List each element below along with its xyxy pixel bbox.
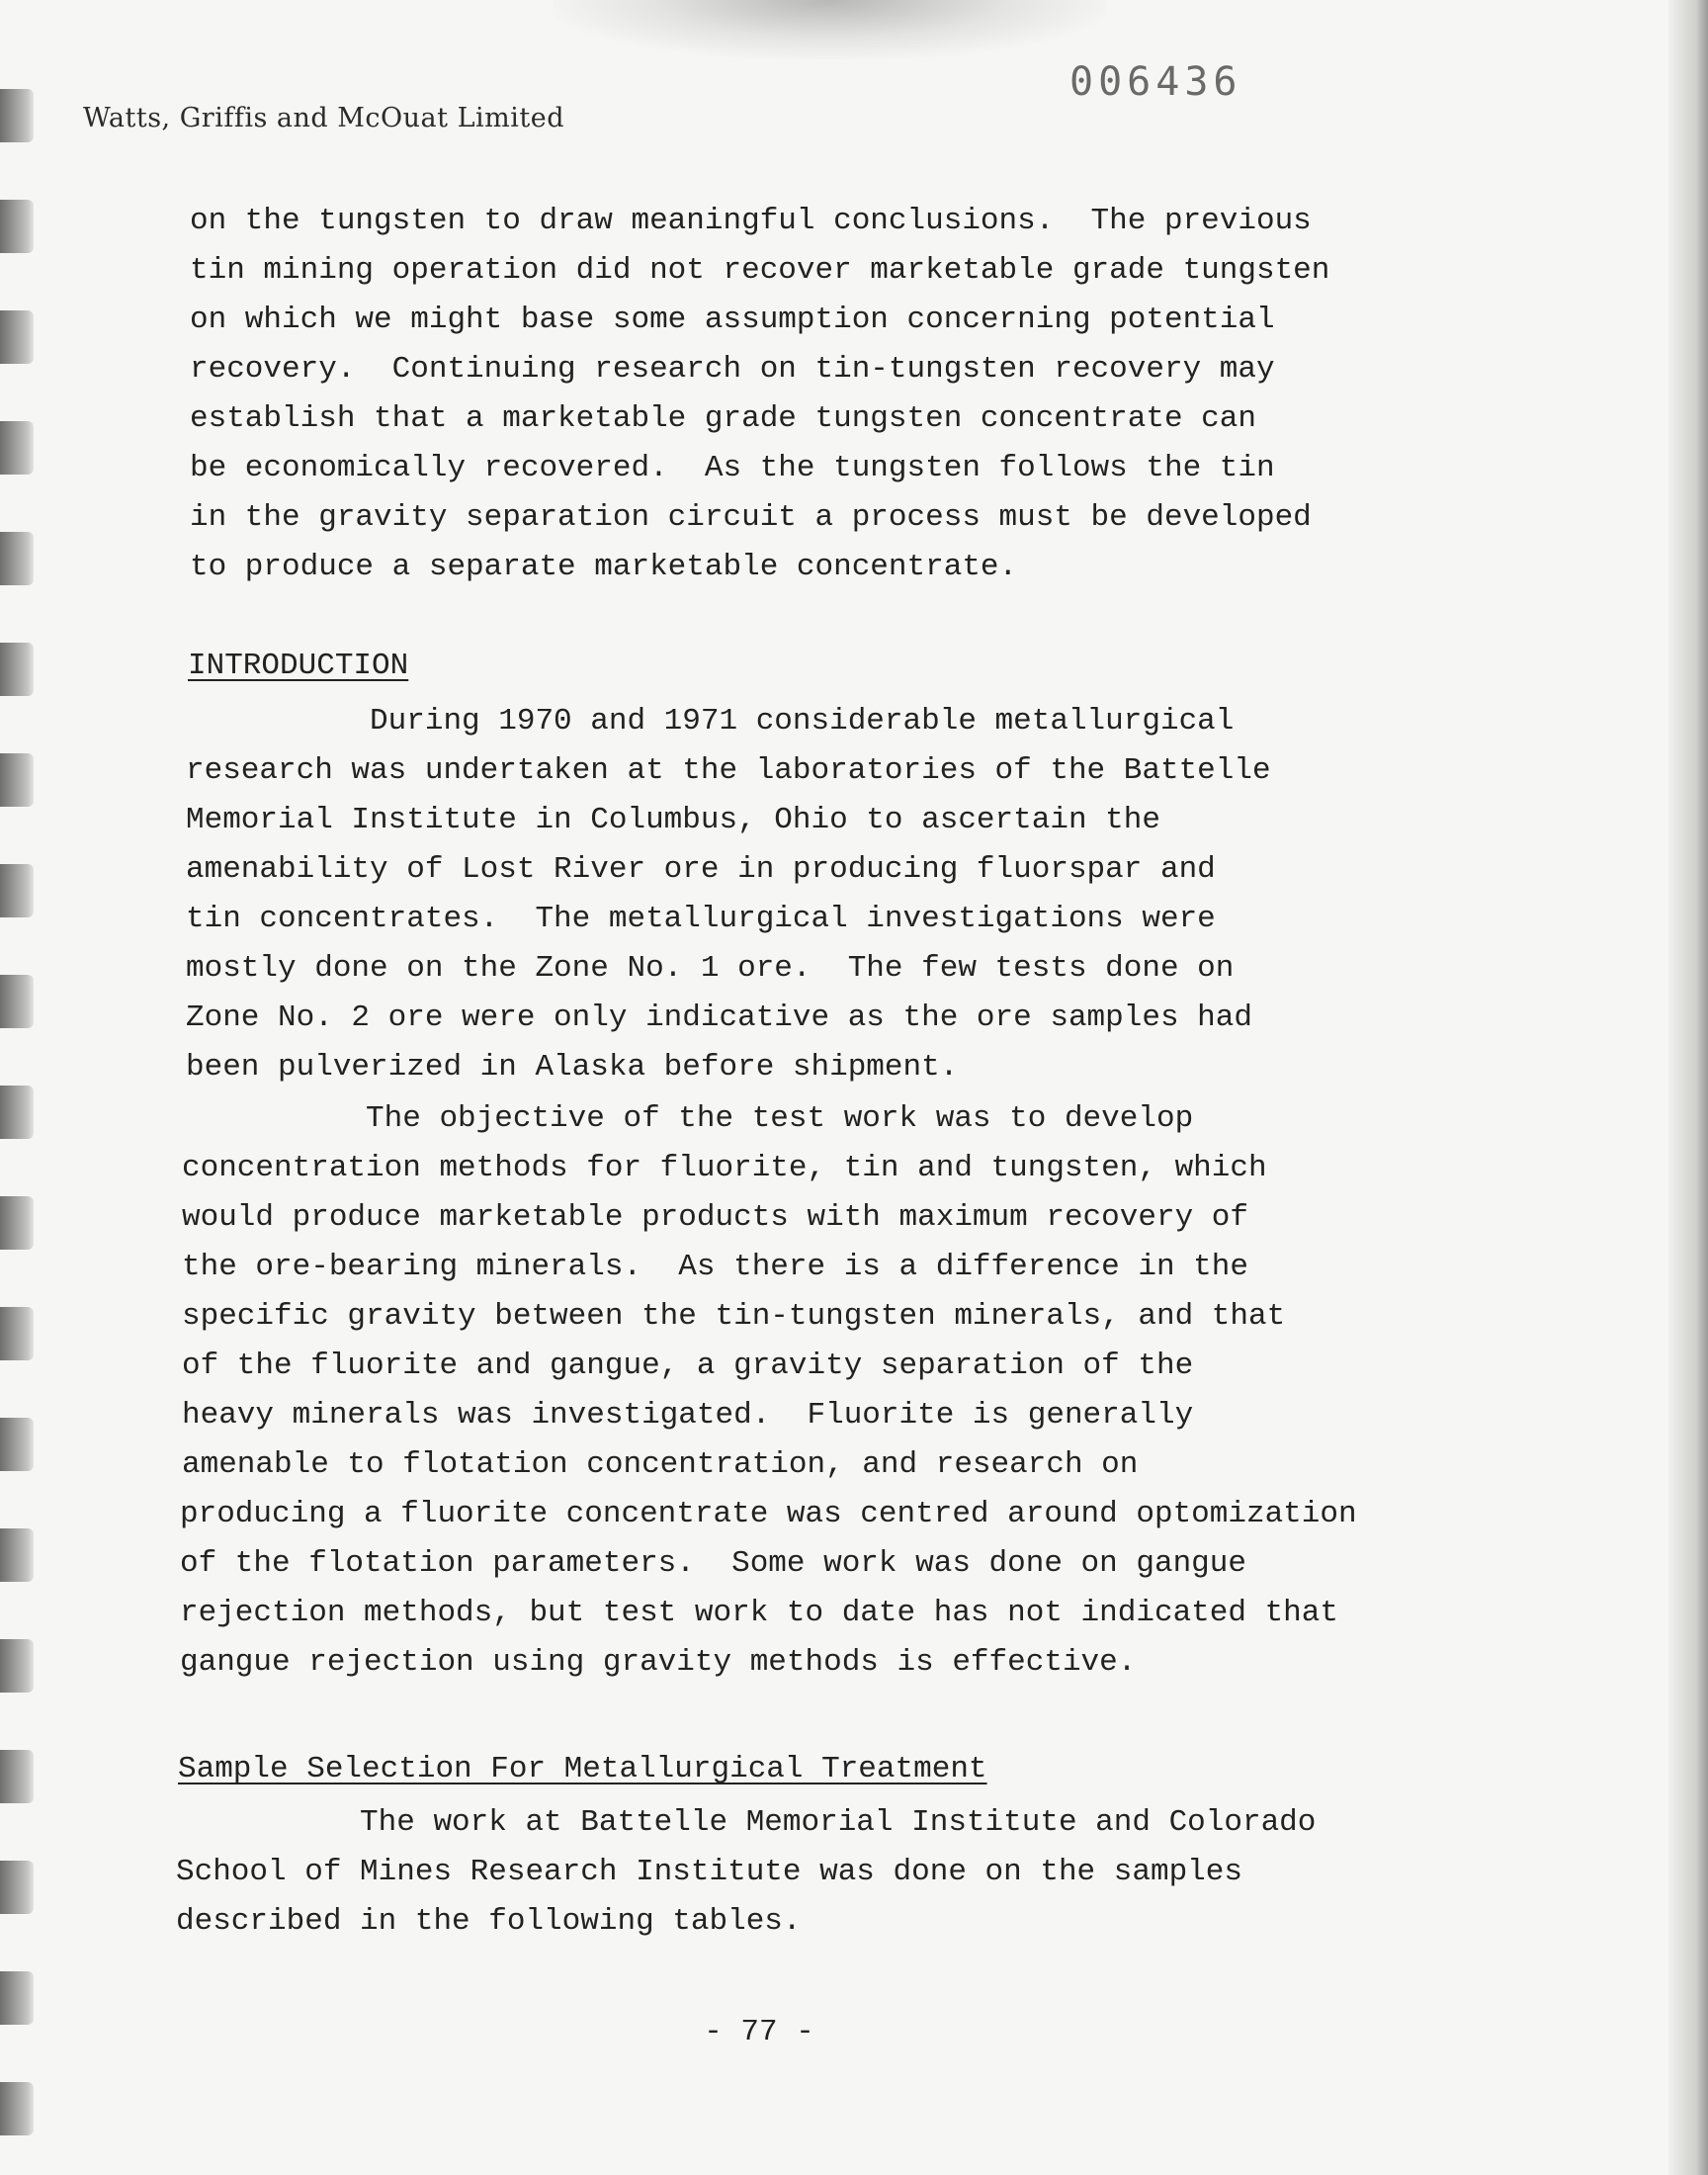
text-line: be economically recovered. As the tungsten follows the tin [190,451,1275,485]
scan-shadow [554,0,1107,59]
text-line: mostly done on the Zone No. 1 ore. The few tests done on [186,951,1235,986]
text-line: to produce a separate marketable concentrate. [190,550,1018,584]
text-line: heavy minerals was investigated. Fluorite is generally [182,1398,1194,1433]
binding-tab [0,1196,34,1250]
binding-tab [0,1750,34,1803]
binding-tab [0,643,34,696]
spiral-binding [0,79,40,2175]
text-line: specific gravity between the tin-tungsten minerals, and that [182,1299,1286,1334]
text-line: would produce marketable products with maximum recovery of [182,1200,1248,1235]
text-line: tin concentrates. The metallurgical investigations were [186,902,1216,936]
binding-tab [0,1307,34,1360]
binding-tab [0,1086,34,1139]
text-line: tin mining operation did not recover marketable grade tungsten [190,253,1330,288]
binding-tab [0,753,34,807]
binding-tab [0,1861,34,1914]
text-line: gangue rejection using gravity methods is effective. [180,1645,1137,1680]
text-line: Zone No. 2 ore were only indicative as the ore samples had [186,1000,1252,1035]
binding-tab [0,421,34,475]
text-line: of the fluorite and gangue, a gravity separation of the [182,1348,1194,1383]
binding-tab [0,1639,34,1693]
page-edge-shadow [1668,0,1708,2175]
text-line: School of Mines Research Institute was done on the samples [176,1855,1242,1889]
text-line: The objective of the test work was to develop [182,1101,1194,1136]
text-line: the ore-bearing minerals. As there is a difference in the [182,1250,1248,1284]
binding-tab [0,1418,34,1471]
text-line: establish that a marketable grade tungsten concentrate can [190,401,1256,436]
section-heading-sample-selection: Sample Selection For Metallurgical Treatment [178,1752,987,1786]
binding-tab [0,2082,34,2135]
binding-tab [0,1971,34,2025]
text-line: in the gravity separation circuit a process must be developed [190,500,1312,535]
text-line: described in the following tables. [176,1904,802,1939]
text-line: rejection methods, but test work to date has not indicated that [180,1596,1338,1630]
text-line: on the tungsten to draw meaningful conclusions. The previous [190,204,1312,238]
section-heading-introduction: INTRODUCTION [188,649,409,683]
text-line: concentration methods for fluorite, tin and tungsten, which [182,1151,1267,1185]
text-line: The work at Battelle Memorial Institute and Colorado [176,1805,1317,1840]
text-line: Memorial Institute in Columbus, Ohio to ascertain the [186,803,1160,837]
page-number: - 77 - [704,2015,814,2049]
text-line: amenability of Lost River ore in producing fluorspar and [186,852,1216,887]
text-line: recovery. Continuing research on tin-tungsten recovery may [190,352,1275,387]
text-line: been pulverized in Alaska before shipment. [186,1050,959,1085]
document-number: 006436 [1069,59,1242,105]
text-line: of the flotation parameters. Some work was done on gangue [180,1546,1246,1581]
binding-tab [0,200,34,253]
binding-tab [0,864,34,917]
binding-tab [0,310,34,364]
binding-tab [0,89,34,142]
text-line: producing a fluorite concentrate was centred around optomization [180,1497,1357,1531]
binding-tab [0,532,34,585]
company-letterhead: Watts, Griffis and McOuat Limited [83,103,564,133]
text-line: During 1970 and 1971 considerable metallurgical [186,704,1235,739]
binding-tab [0,1528,34,1582]
text-line: amenable to flotation concentration, and research on [182,1447,1139,1482]
binding-tab [0,975,34,1028]
text-line: on which we might base some assumption concerning potential [190,303,1275,337]
text-line: research was undertaken at the laboratories of the Battelle [186,753,1271,788]
